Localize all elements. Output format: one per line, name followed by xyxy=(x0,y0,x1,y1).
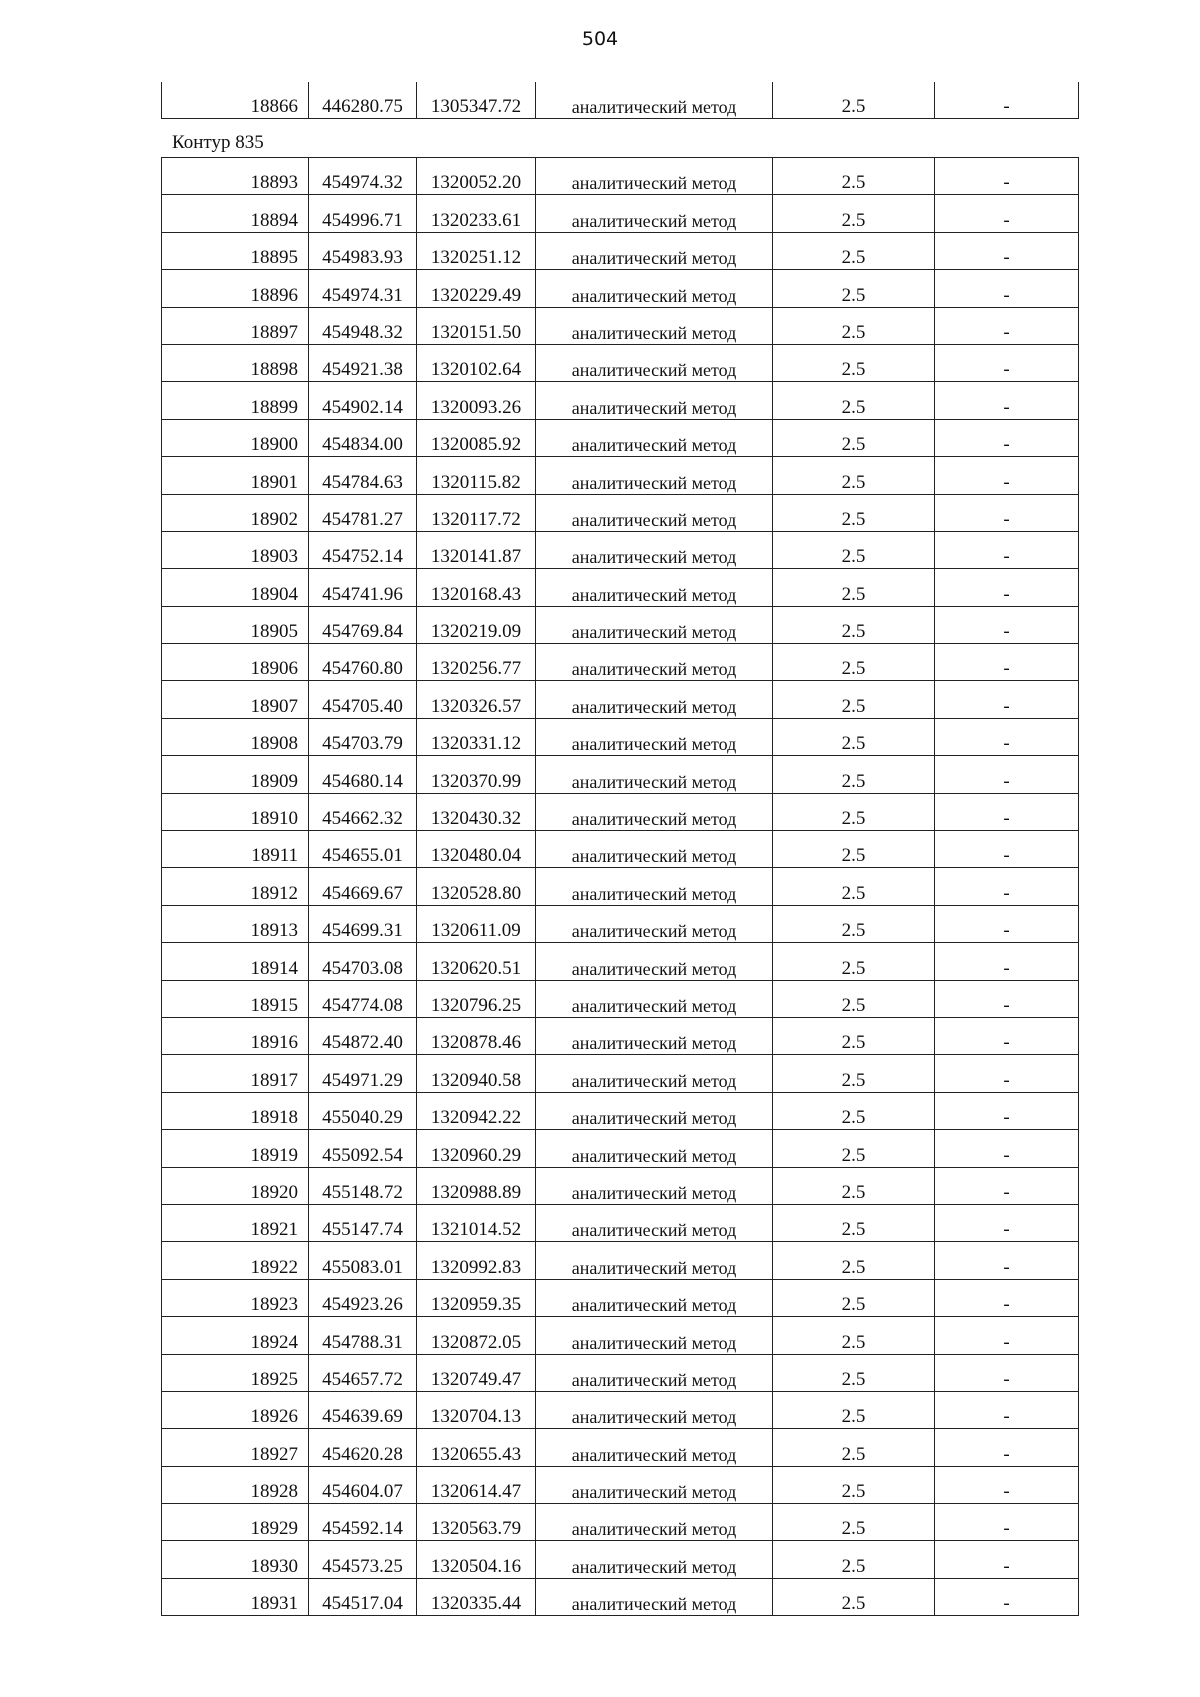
table-row xyxy=(162,718,1079,755)
table-row xyxy=(162,494,1079,531)
accuracy-cell: 2.5 xyxy=(773,1279,935,1316)
table-row xyxy=(162,344,1079,381)
method-cell: аналитический метод xyxy=(536,644,773,681)
accuracy-cell: 2.5 xyxy=(773,1541,935,1578)
accuracy-cell: 2.5 xyxy=(773,1204,935,1241)
x-coordinate-cell: 455147.74 xyxy=(309,1204,417,1241)
point-number-cell: 18921 xyxy=(162,1204,309,1241)
x-coordinate-cell: 454769.84 xyxy=(309,606,417,643)
method-cell: аналитический метод xyxy=(536,1429,773,1466)
x-coordinate-cell: 454657.72 xyxy=(309,1354,417,1391)
point-number-cell: 18907 xyxy=(162,681,309,718)
method-cell: аналитический метод xyxy=(536,1055,773,1092)
accuracy-cell: 2.5 xyxy=(773,494,935,531)
point-number-cell: 18898 xyxy=(162,344,309,381)
method-cell: аналитический метод xyxy=(536,1204,773,1241)
y-coordinate-cell: 1320229.49 xyxy=(417,270,536,307)
method-cell: аналитический метод xyxy=(536,1354,773,1391)
table-row xyxy=(162,569,1079,606)
x-coordinate-cell: 454620.28 xyxy=(309,1429,417,1466)
x-coordinate-cell: 454872.40 xyxy=(309,1017,417,1054)
table-row xyxy=(162,1279,1079,1316)
table-row xyxy=(162,1504,1079,1541)
accuracy-cell: 2.5 xyxy=(773,382,935,419)
point-number-cell: 18905 xyxy=(162,606,309,643)
table-row xyxy=(162,1541,1079,1578)
method-cell: аналитический метод xyxy=(536,494,773,531)
method-cell: аналитический метод xyxy=(536,943,773,980)
table-row xyxy=(162,980,1079,1017)
accuracy-cell: 2.5 xyxy=(773,1391,935,1428)
accuracy-cell: 2.5 xyxy=(773,718,935,755)
table-row xyxy=(162,943,1079,980)
y-coordinate-cell: 1321014.52 xyxy=(417,1204,536,1241)
table-row xyxy=(162,419,1079,456)
point-number-cell: 18904 xyxy=(162,569,309,606)
description-cell: - xyxy=(935,531,1079,568)
method-cell: аналитический метод xyxy=(536,1466,773,1503)
point-number-cell: 18912 xyxy=(162,868,309,905)
y-coordinate-cell: 1320168.43 xyxy=(417,569,536,606)
table-row xyxy=(162,1578,1079,1615)
method-cell: аналитический метод xyxy=(536,681,773,718)
y-coordinate-cell: 1320504.16 xyxy=(417,1541,536,1578)
table-row xyxy=(162,1242,1079,1279)
point-number-cell: 18929 xyxy=(162,1504,309,1541)
method-cell: аналитический метод xyxy=(536,756,773,793)
point-number-cell: 18917 xyxy=(162,1055,309,1092)
method-cell: аналитический метод xyxy=(536,1504,773,1541)
accuracy-cell: 2.5 xyxy=(773,1354,935,1391)
accuracy-cell: 2.5 xyxy=(773,569,935,606)
description-cell: - xyxy=(935,831,1079,868)
point-number-cell: 18931 xyxy=(162,1578,309,1615)
x-coordinate-cell: 454662.32 xyxy=(309,793,417,830)
point-number-cell: 18893 xyxy=(162,158,309,195)
accuracy-cell: 2.5 xyxy=(773,831,935,868)
table-row xyxy=(162,270,1079,307)
x-coordinate-cell: 455040.29 xyxy=(309,1092,417,1129)
x-coordinate-cell: 454655.01 xyxy=(309,831,417,868)
accuracy-cell: 2.5 xyxy=(773,681,935,718)
y-coordinate-cell: 1320141.87 xyxy=(417,531,536,568)
table-row xyxy=(162,307,1079,344)
accuracy-cell: 2.5 xyxy=(773,307,935,344)
x-coordinate-cell: 454680.14 xyxy=(309,756,417,793)
y-coordinate-cell: 1320115.82 xyxy=(417,457,536,494)
point-number-cell: 18924 xyxy=(162,1317,309,1354)
y-coordinate-cell: 1320988.89 xyxy=(417,1167,536,1204)
table-row xyxy=(162,1429,1079,1466)
accuracy-cell: 2.5 xyxy=(773,756,935,793)
point-number-cell: 18922 xyxy=(162,1242,309,1279)
x-coordinate-cell: 454760.80 xyxy=(309,644,417,681)
table-row xyxy=(162,606,1079,643)
point-number-cell: 18930 xyxy=(162,1541,309,1578)
page-number: 504 xyxy=(581,28,619,50)
table-row xyxy=(162,681,1079,718)
x-coordinate-cell: 455148.72 xyxy=(309,1167,417,1204)
x-coordinate-cell: 454517.04 xyxy=(309,1578,417,1615)
table-row xyxy=(162,195,1079,232)
method-cell: аналитический метод xyxy=(536,868,773,905)
table-row xyxy=(162,1466,1079,1503)
point-number-cell: 18915 xyxy=(162,980,309,1017)
point-number-cell: 18866 xyxy=(162,82,309,119)
accuracy-cell: 2.5 xyxy=(773,1167,935,1204)
method-cell: аналитический метод xyxy=(536,905,773,942)
accuracy-cell: 2.5 xyxy=(773,270,935,307)
point-number-cell: 18925 xyxy=(162,1354,309,1391)
table-row xyxy=(162,1317,1079,1354)
point-number-cell: 18897 xyxy=(162,307,309,344)
description-cell: - xyxy=(935,494,1079,531)
y-coordinate-cell: 1320233.61 xyxy=(417,195,536,232)
method-cell: аналитический метод xyxy=(536,382,773,419)
accuracy-cell: 2.5 xyxy=(773,1092,935,1129)
accuracy-cell: 2.5 xyxy=(773,1055,935,1092)
accuracy-cell: 2.5 xyxy=(773,232,935,269)
accuracy-cell: 2.5 xyxy=(773,1578,935,1615)
table-row xyxy=(162,905,1079,942)
method-cell: аналитический метод xyxy=(536,158,773,195)
accuracy-cell: 2.5 xyxy=(773,606,935,643)
table-row xyxy=(162,1130,1079,1167)
point-number-cell: 18901 xyxy=(162,457,309,494)
point-number-cell: 18895 xyxy=(162,232,309,269)
x-coordinate-cell: 454983.93 xyxy=(309,232,417,269)
description-cell: - xyxy=(935,232,1079,269)
y-coordinate-cell: 1320117.72 xyxy=(417,494,536,531)
accuracy-cell: 2.5 xyxy=(773,943,935,980)
accuracy-cell: 2.5 xyxy=(773,531,935,568)
description-cell: - xyxy=(935,905,1079,942)
x-coordinate-cell: 454573.25 xyxy=(309,1541,417,1578)
x-coordinate-cell: 454592.14 xyxy=(309,1504,417,1541)
table-row xyxy=(162,1391,1079,1428)
x-coordinate-cell: 454752.14 xyxy=(309,531,417,568)
table-row xyxy=(162,1055,1079,1092)
y-coordinate-cell: 1320480.04 xyxy=(417,831,536,868)
point-number-cell: 18899 xyxy=(162,382,309,419)
method-cell: аналитический метод xyxy=(536,457,773,494)
y-coordinate-cell: 1320872.05 xyxy=(417,1317,536,1354)
x-coordinate-cell: 454741.96 xyxy=(309,569,417,606)
x-coordinate-cell: 454703.79 xyxy=(309,718,417,755)
table-row xyxy=(162,1167,1079,1204)
method-cell: аналитический метод xyxy=(536,307,773,344)
table-row xyxy=(162,644,1079,681)
accuracy-cell: 2.5 xyxy=(773,644,935,681)
point-number-cell: 18900 xyxy=(162,419,309,456)
accuracy-cell: 2.5 xyxy=(773,1504,935,1541)
x-coordinate-cell: 454971.29 xyxy=(309,1055,417,1092)
method-cell: аналитический метод xyxy=(536,232,773,269)
table-row xyxy=(162,1204,1079,1241)
y-coordinate-cell: 1320335.44 xyxy=(417,1578,536,1615)
y-coordinate-cell: 1320102.64 xyxy=(417,344,536,381)
description-cell: - xyxy=(935,756,1079,793)
method-cell: аналитический метод xyxy=(536,1279,773,1316)
accuracy-cell: 2.5 xyxy=(773,344,935,381)
y-coordinate-cell: 1320704.13 xyxy=(417,1391,536,1428)
y-coordinate-cell: 1320611.09 xyxy=(417,905,536,942)
description-cell: - xyxy=(935,1242,1079,1279)
method-cell: аналитический метод xyxy=(536,1092,773,1129)
y-coordinate-cell: 1320796.25 xyxy=(417,980,536,1017)
accuracy-cell: 2.5 xyxy=(773,1130,935,1167)
accuracy-cell: 2.5 xyxy=(773,1466,935,1503)
y-coordinate-cell: 1320942.22 xyxy=(417,1092,536,1129)
point-number-cell: 18903 xyxy=(162,531,309,568)
x-coordinate-cell: 454774.08 xyxy=(309,980,417,1017)
description-cell: - xyxy=(935,457,1079,494)
method-cell: аналитический метод xyxy=(536,195,773,232)
x-coordinate-cell: 454974.31 xyxy=(309,270,417,307)
x-coordinate-cell: 454784.63 xyxy=(309,457,417,494)
y-coordinate-cell: 1320219.09 xyxy=(417,606,536,643)
x-coordinate-cell: 454669.67 xyxy=(309,868,417,905)
accuracy-cell: 2.5 xyxy=(773,1017,935,1054)
accuracy-cell: 2.5 xyxy=(773,195,935,232)
accuracy-cell: 2.5 xyxy=(773,1429,935,1466)
accuracy-cell: 2.5 xyxy=(773,457,935,494)
y-coordinate-cell: 1320614.47 xyxy=(417,1466,536,1503)
method-cell: аналитический метод xyxy=(536,606,773,643)
y-coordinate-cell: 1320052.20 xyxy=(417,158,536,195)
point-number-cell: 18926 xyxy=(162,1391,309,1428)
point-number-cell: 18902 xyxy=(162,494,309,531)
description-cell: - xyxy=(935,1429,1079,1466)
description-cell: - xyxy=(935,1466,1079,1503)
description-cell: - xyxy=(935,644,1079,681)
description-cell: - xyxy=(935,569,1079,606)
point-number-cell: 18916 xyxy=(162,1017,309,1054)
point-number-cell: 18914 xyxy=(162,943,309,980)
y-coordinate-cell: 1320959.35 xyxy=(417,1279,536,1316)
description-cell: - xyxy=(935,1354,1079,1391)
point-number-cell: 18913 xyxy=(162,905,309,942)
table-row xyxy=(162,1017,1079,1054)
description-cell: - xyxy=(935,1167,1079,1204)
description-cell: - xyxy=(935,1279,1079,1316)
method-cell: аналитический метод xyxy=(536,718,773,755)
y-coordinate-cell: 1320620.51 xyxy=(417,943,536,980)
x-coordinate-cell: 454974.32 xyxy=(309,158,417,195)
description-cell: - xyxy=(935,718,1079,755)
table-row xyxy=(162,457,1079,494)
x-coordinate-cell: 455083.01 xyxy=(309,1242,417,1279)
point-number-cell: 18928 xyxy=(162,1466,309,1503)
description-cell: - xyxy=(935,307,1079,344)
description-cell: - xyxy=(935,606,1079,643)
x-coordinate-cell: 455092.54 xyxy=(309,1130,417,1167)
y-coordinate-cell: 1320151.50 xyxy=(417,307,536,344)
point-number-cell: 18911 xyxy=(162,831,309,868)
y-coordinate-cell: 1320370.99 xyxy=(417,756,536,793)
y-coordinate-cell: 1320331.12 xyxy=(417,718,536,755)
y-coordinate-cell: 1305347.72 xyxy=(417,82,536,119)
method-cell: аналитический метод xyxy=(536,1541,773,1578)
table-row xyxy=(162,868,1079,905)
x-coordinate-cell: 454948.32 xyxy=(309,307,417,344)
x-coordinate-cell: 454604.07 xyxy=(309,1466,417,1503)
accuracy-cell: 2.5 xyxy=(773,158,935,195)
method-cell: аналитический метод xyxy=(536,419,773,456)
description-cell: - xyxy=(935,868,1079,905)
contour-label: Контур 835 xyxy=(172,132,264,153)
point-number-cell: 18923 xyxy=(162,1279,309,1316)
point-number-cell: 18896 xyxy=(162,270,309,307)
y-coordinate-cell: 1320430.32 xyxy=(417,793,536,830)
description-cell: - xyxy=(935,1391,1079,1428)
table-row xyxy=(162,793,1079,830)
x-coordinate-cell: 454703.08 xyxy=(309,943,417,980)
x-coordinate-cell: 454705.40 xyxy=(309,681,417,718)
accuracy-cell: 2.5 xyxy=(773,82,935,119)
method-cell: аналитический метод xyxy=(536,980,773,1017)
y-coordinate-cell: 1320960.29 xyxy=(417,1130,536,1167)
accuracy-cell: 2.5 xyxy=(773,1242,935,1279)
x-coordinate-cell: 454639.69 xyxy=(309,1391,417,1428)
method-cell: аналитический метод xyxy=(536,793,773,830)
table-row xyxy=(162,232,1079,269)
method-cell: аналитический метод xyxy=(536,82,773,119)
y-coordinate-cell: 1320749.47 xyxy=(417,1354,536,1391)
description-cell: - xyxy=(935,1504,1079,1541)
y-coordinate-cell: 1320878.46 xyxy=(417,1017,536,1054)
y-coordinate-cell: 1320940.58 xyxy=(417,1055,536,1092)
description-cell: - xyxy=(935,195,1079,232)
accuracy-cell: 2.5 xyxy=(773,793,935,830)
description-cell: - xyxy=(935,1204,1079,1241)
description-cell: - xyxy=(935,1017,1079,1054)
accuracy-cell: 2.5 xyxy=(773,1317,935,1354)
description-cell: - xyxy=(935,943,1079,980)
y-coordinate-cell: 1320528.80 xyxy=(417,868,536,905)
description-cell: - xyxy=(935,270,1079,307)
point-number-cell: 18906 xyxy=(162,644,309,681)
description-cell: - xyxy=(935,382,1079,419)
method-cell: аналитический метод xyxy=(536,1391,773,1428)
method-cell: аналитический метод xyxy=(536,270,773,307)
accuracy-cell: 2.5 xyxy=(773,419,935,456)
y-coordinate-cell: 1320085.92 xyxy=(417,419,536,456)
y-coordinate-cell: 1320093.26 xyxy=(417,382,536,419)
method-cell: аналитический метод xyxy=(536,1242,773,1279)
point-number-cell: 18908 xyxy=(162,718,309,755)
description-cell: - xyxy=(935,793,1079,830)
method-cell: аналитический метод xyxy=(536,1130,773,1167)
accuracy-cell: 2.5 xyxy=(773,868,935,905)
description-cell: - xyxy=(935,681,1079,718)
table-row xyxy=(162,831,1079,868)
method-cell: аналитический метод xyxy=(536,531,773,568)
accuracy-cell: 2.5 xyxy=(773,905,935,942)
y-coordinate-cell: 1320992.83 xyxy=(417,1242,536,1279)
table-row xyxy=(162,82,1079,119)
x-coordinate-cell: 454834.00 xyxy=(309,419,417,456)
table-row xyxy=(162,382,1079,419)
y-coordinate-cell: 1320256.77 xyxy=(417,644,536,681)
description-cell: - xyxy=(935,1092,1079,1129)
accuracy-cell: 2.5 xyxy=(773,980,935,1017)
method-cell: аналитический метод xyxy=(536,1017,773,1054)
point-number-cell: 18909 xyxy=(162,756,309,793)
point-number-cell: 18920 xyxy=(162,1167,309,1204)
y-coordinate-cell: 1320655.43 xyxy=(417,1429,536,1466)
description-cell: - xyxy=(935,1130,1079,1167)
contour-coordinates-table xyxy=(161,157,1079,1616)
description-cell: - xyxy=(935,1317,1079,1354)
x-coordinate-cell: 454699.31 xyxy=(309,905,417,942)
point-number-cell: 18927 xyxy=(162,1429,309,1466)
point-number-cell: 18910 xyxy=(162,793,309,830)
description-cell: - xyxy=(935,980,1079,1017)
x-coordinate-cell: 454902.14 xyxy=(309,382,417,419)
y-coordinate-cell: 1320251.12 xyxy=(417,232,536,269)
method-cell: аналитический метод xyxy=(536,1167,773,1204)
table-row xyxy=(162,1092,1079,1129)
method-cell: аналитический метод xyxy=(536,569,773,606)
description-cell: - xyxy=(935,419,1079,456)
description-cell: - xyxy=(935,82,1079,119)
point-number-cell: 18919 xyxy=(162,1130,309,1167)
description-cell: - xyxy=(935,158,1079,195)
continuation-table xyxy=(161,82,1079,119)
method-cell: аналитический метод xyxy=(536,1317,773,1354)
method-cell: аналитический метод xyxy=(536,1578,773,1615)
x-coordinate-cell: 454923.26 xyxy=(309,1279,417,1316)
table-row xyxy=(162,756,1079,793)
description-cell: - xyxy=(935,1055,1079,1092)
point-number-cell: 18894 xyxy=(162,195,309,232)
method-cell: аналитический метод xyxy=(536,344,773,381)
method-cell: аналитический метод xyxy=(536,831,773,868)
point-number-cell: 18918 xyxy=(162,1092,309,1129)
description-cell: - xyxy=(935,1541,1079,1578)
x-coordinate-cell: 446280.75 xyxy=(309,82,417,119)
description-cell: - xyxy=(935,344,1079,381)
x-coordinate-cell: 454921.38 xyxy=(309,344,417,381)
y-coordinate-cell: 1320563.79 xyxy=(417,1504,536,1541)
y-coordinate-cell: 1320326.57 xyxy=(417,681,536,718)
table-row xyxy=(162,1354,1079,1391)
description-cell: - xyxy=(935,1578,1079,1615)
x-coordinate-cell: 454788.31 xyxy=(309,1317,417,1354)
table-row xyxy=(162,531,1079,568)
x-coordinate-cell: 454996.71 xyxy=(309,195,417,232)
table-row xyxy=(162,158,1079,195)
x-coordinate-cell: 454781.27 xyxy=(309,494,417,531)
